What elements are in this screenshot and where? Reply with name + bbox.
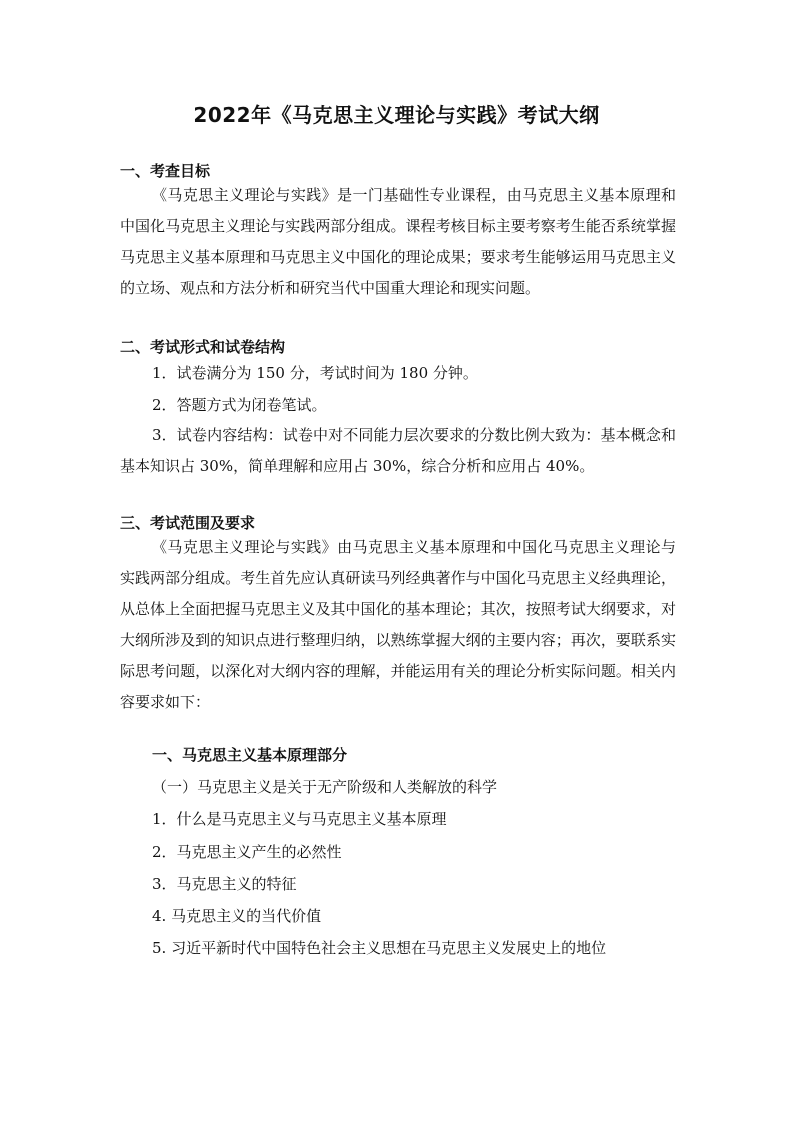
section-paragraph-objectives: 《马克思主义理论与实践》是一门基础性专业课程，由马克思主义基本原理和中国化马克思主义理论与实践两部分组成。课程考核目标主要考察考生能否系统掌握马克思主义基本原理和马克思主义中国化的理论成果；要求考生能够运用马克思主义的立场、观点和方法分析和研究当代中国重大理论和现实问题。 — [120, 186, 676, 297]
list-item: 5. 习近平新时代中国特色社会主义思想在马克思主义发展史上的地位 — [152, 939, 607, 957]
chapter-heading: （一）马克思主义是关于无产阶级和人类解放的科学 — [152, 778, 498, 796]
document-title: 2022年《马克思主义理论与实践》考试大纲 — [193, 103, 600, 127]
part-heading-basic-principles: 一、马克思主义基本原理部分 — [152, 746, 348, 764]
section-heading-scope: 三、考试范围及要求 — [120, 514, 256, 532]
section-heading-exam-format: 二、考试形式和试卷结构 — [120, 338, 286, 356]
list-item: 4. 马克思主义的当代价值 — [152, 907, 322, 925]
list-item: 2．马克思主义产生的必然性 — [152, 843, 342, 861]
list-item: 3．马克思主义的特征 — [152, 875, 297, 893]
list-item: 1．什么是马克思主义与马克思主义基本原理 — [152, 810, 447, 828]
section-paragraph-scope: 《马克思主义理论与实践》由马克思主义基本原理和中国化马克思主义理论与实践两部分组成。考生首先应认真研读马列经典著作与中国化马克思主义经典理论，从总体上全面把握马克思主义及其中国化的基本理论；其次，按照考试大纲要求，对大纲所涉及到的知识点进行整理归纳，以熟练掌握大纲的主要内容；再次，要联系实际思考问题，以深化对大纲内容的理解，并能运用有关的理论分析实际问题。相关内容要求如下： — [120, 538, 676, 711]
list-item: 1．试卷满分为 150 分，考试时间为 180 分钟。 — [152, 364, 478, 382]
list-item: 3．试卷内容结构：试卷中对不同能力层次要求的分数比例大致为：基本概念和基本知识占 30%，简单理解和应用占 30%，综合分析和应用占 40%。 — [120, 426, 676, 475]
section-heading-objectives: 一、考查目标 — [120, 162, 211, 180]
list-item: 2．答题方式为闭卷笔试。 — [152, 396, 327, 414]
